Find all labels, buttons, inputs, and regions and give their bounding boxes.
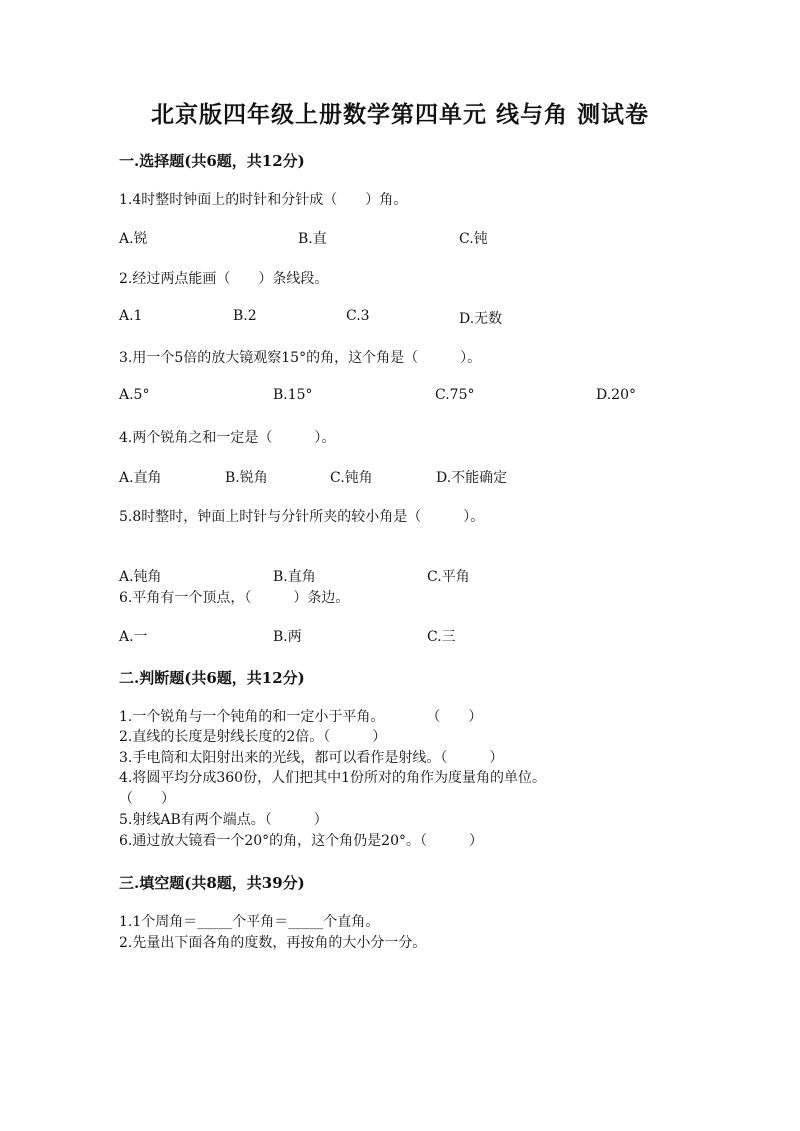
options-row	[0, 626, 800, 646]
option: A.直角	[119, 470, 162, 486]
section-heading-judgement: 二.判断题(共6题，共12分)	[119, 669, 305, 687]
question-text: 5.8时整时，钟面上时针与分针所夹的较小角是（ ）。	[119, 509, 485, 525]
option: D.20°	[596, 387, 636, 403]
option: D.不能确定	[436, 470, 508, 486]
options-row	[0, 566, 800, 586]
section-heading-fill-in: 三.填空题(共8题，共39分)	[119, 874, 305, 892]
question-text: 2.经过两点能画（ ）条线段。	[119, 271, 329, 287]
options-row	[0, 228, 800, 248]
option: C.3	[346, 308, 370, 324]
judgement-item-continued: （ ）	[119, 791, 175, 807]
option: B.15°	[273, 387, 313, 403]
option: B.两	[273, 629, 302, 645]
fill-in-item: 1.1个周角＝_____个平角＝_____个直角。	[119, 914, 380, 930]
page-title: 北京版四年级上册数学第四单元 线与角 测试卷	[150, 101, 649, 128]
judgement-item: 1.一个锐角与一个钝角的和一定小于平角。 （ ）	[119, 709, 483, 725]
option: B.直角	[273, 569, 316, 585]
options-row	[0, 467, 800, 487]
option: C.平角	[427, 569, 470, 585]
option: B.2	[233, 308, 257, 324]
judgement-item: 5.射线AB有两个端点。（ ）	[119, 812, 328, 828]
judgement-item: 3.手电筒和太阳射出来的光线，都可以看作是射线。（ ）	[119, 750, 504, 766]
section-heading-choice: 一.选择题(共6题，共12分)	[119, 152, 305, 170]
question-text: 1.4时整时钟面上的时针和分针成（ ）角。	[119, 192, 408, 208]
option: C.钝	[459, 231, 488, 247]
judgement-item: 4.将圆平均分成360份，人们把其中1份所对的角作为度量角的单位。	[119, 770, 546, 786]
judgement-item: 2.直线的长度是射线长度的2倍。（ ）	[119, 729, 387, 745]
option: A.锐	[119, 231, 148, 247]
question-text: 4.两个锐角之和一定是（ ）。	[119, 430, 336, 446]
option: D.无数	[459, 311, 503, 327]
options-row	[0, 387, 800, 407]
option: A.5°	[119, 387, 150, 403]
option: A.1	[119, 308, 143, 324]
option: A.钝角	[119, 569, 162, 585]
fill-in-item: 2.先量出下面各角的度数，再按角的大小分一分。	[119, 935, 427, 951]
option: B.锐角	[225, 470, 268, 486]
option: A.一	[119, 629, 148, 645]
options-row	[0, 308, 800, 328]
question-text: 3.用一个5倍的放大镜观察15°的角，这个角是（ ）。	[119, 350, 482, 366]
judgement-item: 6.通过放大镜看一个20°的角，这个角仍是20°。（ ）	[119, 833, 483, 849]
option: C.三	[427, 629, 456, 645]
question-text: 6.平角有一个顶点，（ ）条边。	[119, 590, 350, 606]
option: C.钝角	[330, 470, 373, 486]
option: B.直	[298, 231, 327, 247]
option: C.75°	[435, 387, 475, 403]
